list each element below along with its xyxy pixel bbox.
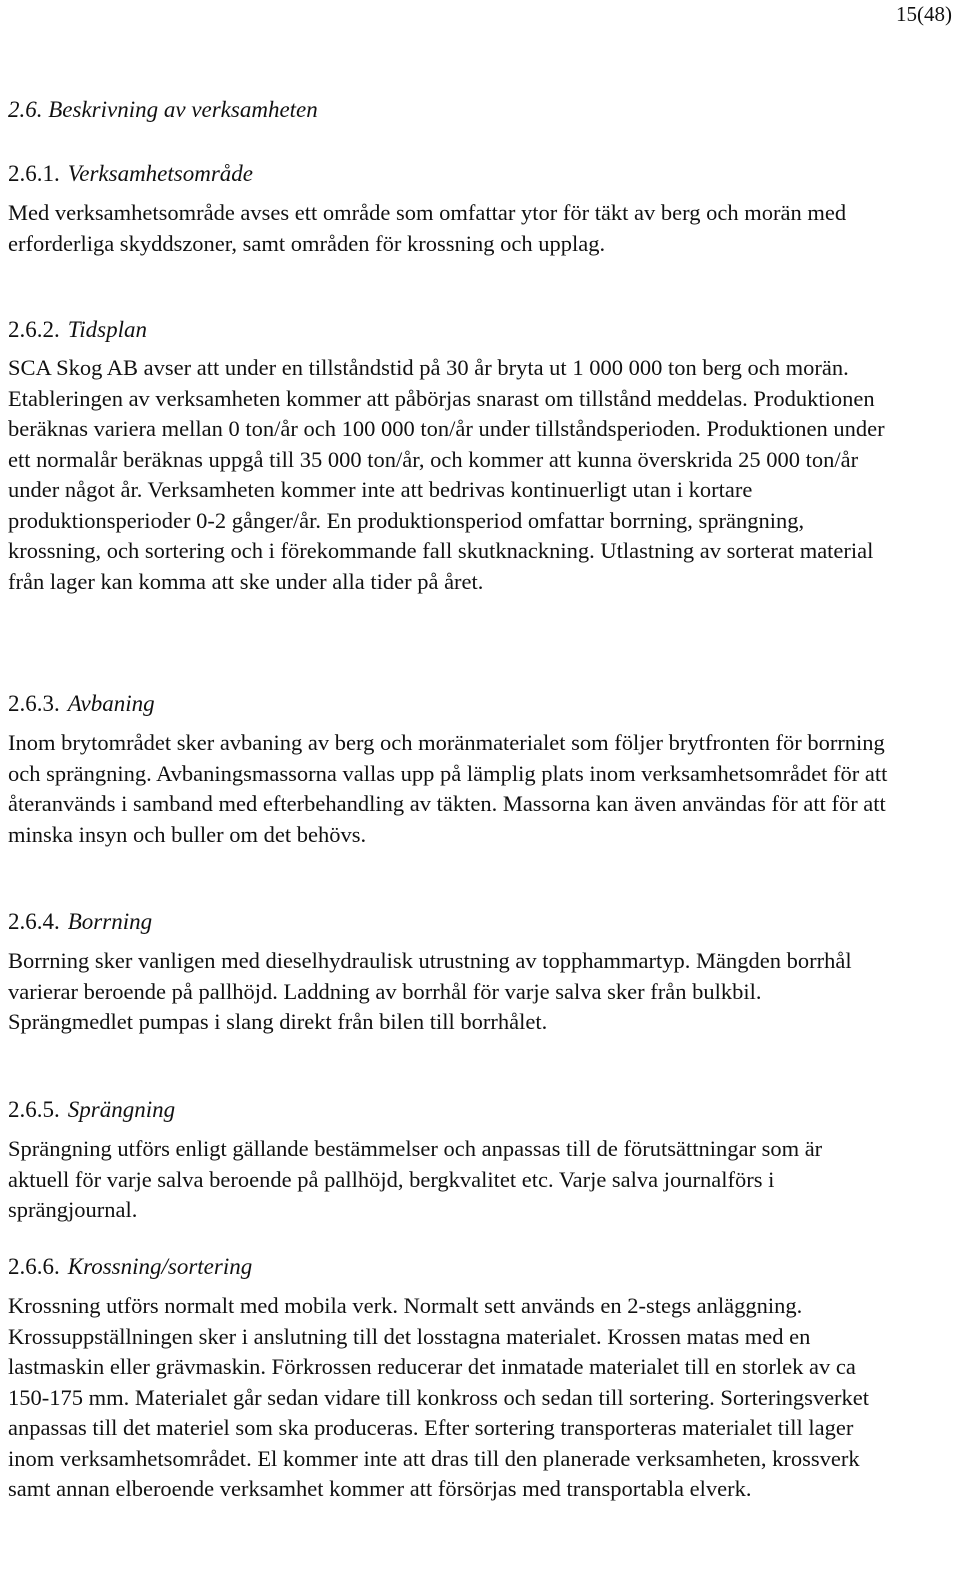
- chapter-heading: [8, 96, 318, 124]
- section-number: 2.6.2.: [8, 317, 60, 342]
- section-title: Krossning/sortering: [67, 1254, 253, 1279]
- chapter-title: Beskrivning av verksamheten: [48, 97, 318, 122]
- section-paragraph-borrning: Borrning sker vanligen med dieselhydraulisk utrustning av topphammartyp. Mängden borrhål varierar beroende på pallhöjd. Laddning av borrhål för varje salva sker från bulkbil. Sprängmedlet pumpas i slang direkt från bilen till borrhålet.: [8, 948, 852, 1034]
- section-paragraph-tidsplan: SCA Skog AB avser att under en tillståndstid på 30 år bryta ut 1 000 000 ton berg och morän. Etableringen av verksamheten kommer att påbörjas snarast om tillstånd meddelas. Produktionen beräknas variera mellan 0 ton/år och 100 000 ton/år under tillståndsperioden. Produktionen under ett normalår beräknas uppgå till 35 000 ton/år, och kommer att kunna överskrida 25 000 ton/år under något år. Verksamheten kommer inte att bedrivas kontinuerligt utan i kortare produktionsperioder 0-2 gånger/år. En produktionsperiod omfattar borrning, sprängning, krossning, och sortering och i förekommande fall skutknackning. Utlastning av sorterat material från lager kan komma att ske under alla tider på året.: [8, 355, 885, 594]
- section-number: 2.6.1.: [8, 161, 60, 186]
- section-paragraph-krossning-sortering: Krossning utförs normalt med mobila verk. Normalt sett används en 2-stegs anläggning. Krossuppställningen sker i anslutning till det losstagna materialet. Krossen matas med en lastmaskin eller grävmaskin. Förkrossen reducerar det inmatade materialet till en storlek av ca 150-175 mm. Materialet går sedan vidare till konkross och sedan till sortering. Sorteringsverket anpassas till det materiel som ska produceras. Efter sortering transporteras materialet till lager inom verksamhetsområdet. El kommer inte att dras till den planerade verksamheten, krossverk samt annan elberoende verksamhet kommer att försörjas med transportabla elverk.: [8, 1293, 870, 1501]
- section-heading-avbaning: [8, 690, 155, 718]
- section-paragraph-verksamhetsomrade: Med verksamhetsområde avses ett område som omfattar ytor för täkt av berg och morän med erforderliga skyddszoner, samt områden för krossning och upplag.: [8, 200, 847, 256]
- section-heading-borrning: [8, 908, 152, 936]
- section-number: 2.6.3.: [8, 691, 60, 716]
- section-number: 2.6.6.: [8, 1254, 60, 1279]
- page-number: 15(48): [896, 2, 952, 26]
- section-heading-verksamhetsomrade: [8, 160, 253, 188]
- section-heading-sprangning: [8, 1096, 175, 1124]
- section-heading-krossning-sortering: [8, 1253, 252, 1281]
- section-title: Avbaning: [67, 691, 155, 716]
- section-paragraph-sprangning: Sprängning utförs enligt gällande bestämmelser och anpassas till de förutsättningar som är aktuell för varje salva beroende på pallhöjd, bergkvalitet etc. Varje salva journalförs i sprängjournal.: [8, 1136, 823, 1222]
- section-heading-tidsplan: [8, 316, 147, 344]
- section-title: Verksamhetsområde: [67, 161, 253, 186]
- section-number: 2.6.5.: [8, 1097, 60, 1122]
- section-title: Tidsplan: [67, 317, 148, 342]
- section-title: Sprängning: [67, 1097, 176, 1122]
- chapter-number: 2.6.: [8, 97, 43, 122]
- section-number: 2.6.4.: [8, 909, 60, 934]
- section-paragraph-avbaning: Inom brytområdet sker avbaning av berg och moränmaterialet som följer brytfronten för borrning och sprängning. Avbaningsmassorna vallas upp på lämplig plats inom verksamhetsområdet för att återanvänds i samband med efterbehandling av täkten. Massorna kan även användas för att för att minska insyn och buller om det behövs.: [8, 730, 888, 847]
- section-title: Borrning: [67, 909, 153, 934]
